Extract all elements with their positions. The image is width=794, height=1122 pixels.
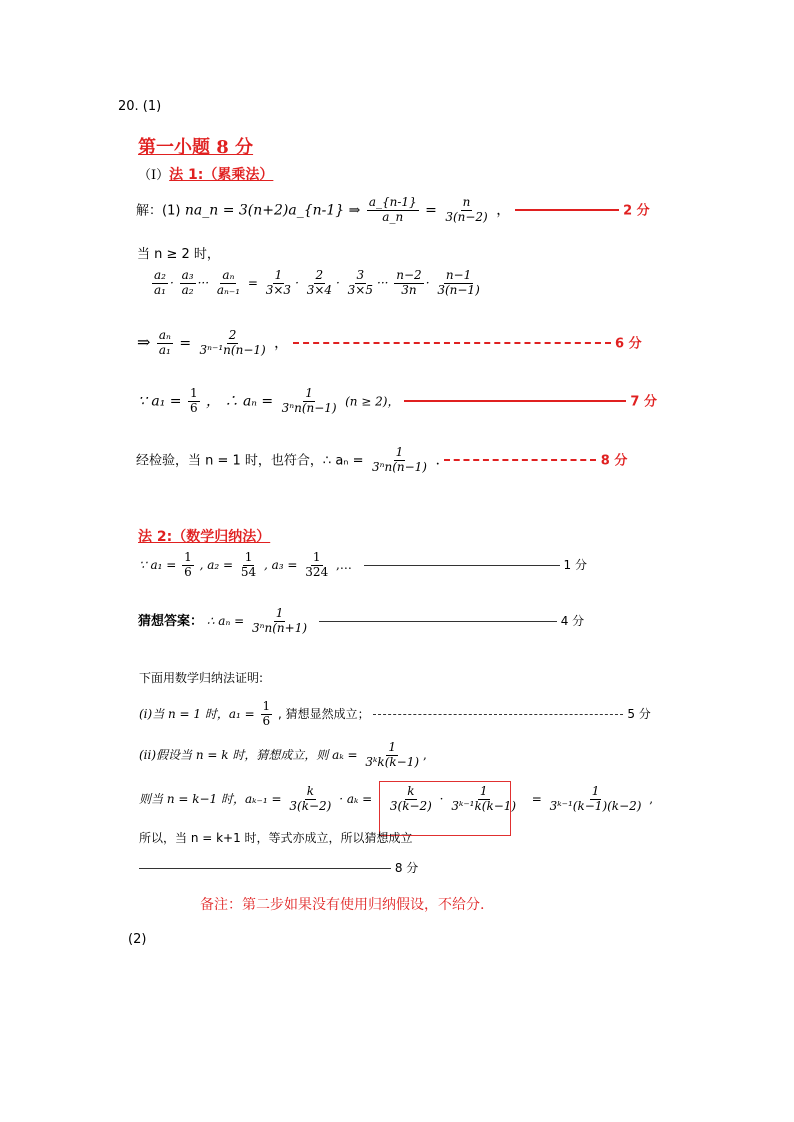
score-leader-line: [364, 565, 560, 566]
prod-frac-2: [180, 269, 196, 298]
guess-n: 1: [275, 606, 284, 620]
m2-score1: 1 分: [563, 557, 587, 572]
equation-4: [138, 387, 657, 416]
eq5-d: 3ⁿn(n−1): [371, 459, 427, 474]
guess-mid: ∴ aₙ =: [206, 613, 245, 628]
eq1-num: a_{n-1}: [368, 195, 417, 209]
eq3-left-fraction: [157, 329, 173, 358]
eq4-d2: 3ⁿn(n−1): [281, 400, 337, 415]
prod-f5d: 3(n−1): [437, 282, 480, 297]
part1-title: 第一小题 8 分: [138, 137, 254, 158]
eq5-fraction: [370, 446, 429, 475]
product-equation: $\frac{\text{a₂}}{\text{a₁}}$ · $\frac{\text{a₃}}{\text{a₂}}$ ··· $\frac{\text{aₙ}}{\text{aₙ₋₁}}$ = $\frac{1}{3\times 3}$ · $\frac{2}{3\times 4}$ · $\frac{3}{3\times 5}$ ··· $\frac{n-2}{3n}$ · $\frac{n-1}{3(n-1)}$: [154, 268, 480, 297]
m2-a2: , a₂ =: [199, 557, 234, 572]
prod-f2d: 3×4: [306, 282, 333, 297]
step1-score: 5 分: [627, 706, 651, 721]
guess-label: 猜想答案：: [138, 613, 204, 629]
m2-frac-1: [182, 551, 194, 580]
eq4-because: ∵ a₁ =: [138, 393, 182, 410]
m2-f2n: 1: [244, 550, 253, 564]
prod-dots: ···: [197, 275, 210, 290]
step3-f4n: 1: [591, 784, 600, 798]
eq4-mid: ， ∴ aₙ =: [206, 393, 274, 410]
score-leader-line: [373, 714, 623, 715]
guess-score: 4 分: [560, 613, 585, 628]
prod-an1: aₙ₋₁: [216, 282, 241, 297]
prod-f2n: 2: [315, 268, 324, 282]
m2-frac-3: [303, 551, 330, 580]
step2-n: 1: [388, 740, 397, 754]
step1-d: 6: [262, 713, 271, 728]
step3-dot: ·: [439, 791, 444, 806]
step3-f1n: k: [306, 784, 315, 798]
method2-title: 法 2:（数学归纳法）: [138, 529, 271, 545]
eq3-rnum: 2: [228, 328, 237, 342]
implies-arrow: ⇒: [137, 332, 151, 352]
method1-heading: [138, 164, 273, 184]
eq4-n1: 1: [189, 386, 198, 400]
eq3-score: 6 分: [615, 336, 642, 352]
prod-frac-8: [435, 269, 481, 298]
step1-n: 1: [262, 699, 271, 713]
prod-frac-4: [264, 269, 293, 298]
eq1-right-fraction: [443, 196, 489, 225]
solution-label: 解：(1): [136, 203, 181, 219]
guess-d: 3ⁿn(n+1): [252, 620, 308, 635]
equation-1: 解：(1) na_n = 3(n+2)a_{n-1} ⇒ $\frac{a\_\{n-1\}}{a\_n}$ = $\frac{n}{3(n-2)}$ ， 2 分: [136, 195, 650, 224]
prod-f3n: 3: [356, 268, 365, 282]
eq5-dot: .: [435, 452, 440, 469]
m2-f1d: 6: [184, 564, 192, 579]
step3-f3n: 1: [479, 784, 488, 798]
eq1-rnum: n: [462, 195, 471, 209]
step3-f2d: 3(k−2): [389, 798, 432, 813]
guess-fraction: [250, 607, 309, 636]
eq4-fraction-2: [280, 387, 339, 416]
m2-f2d: 54: [240, 564, 257, 579]
eq3-rden: 3ⁿ⁻¹n(n−1): [199, 342, 266, 357]
score-leader-line: [515, 209, 619, 211]
method1-title: 法 1:（累乘法）: [169, 167, 274, 183]
eq3-right-fraction: [198, 329, 268, 358]
eq5-score: 8 分: [600, 453, 628, 469]
step1-b: , 猜想显然成立；: [278, 706, 370, 721]
step3-f2n: k: [407, 784, 415, 798]
step3-mid: · aₖ =: [339, 791, 373, 806]
eq4-n2: 1: [305, 386, 313, 400]
step3-frac-1: [287, 785, 333, 814]
prod-f3d: 3×5: [347, 282, 373, 297]
eq1-lhs: na_n = 3(n+2)a_{n-1} ⇒: [184, 202, 361, 219]
eq3-lden: a₁: [158, 342, 171, 357]
step3-end: ,: [649, 791, 654, 806]
prod-an: aₙ: [222, 268, 235, 282]
score-leader-line: [319, 621, 557, 622]
step3-f3d: 3ᵏ⁻¹k(k−1): [451, 798, 517, 813]
prod-frac-5: [305, 269, 334, 298]
highlight-box: [379, 781, 511, 836]
m2-tail: ,…: [336, 557, 352, 572]
m2-because: ∵ a₁ =: [139, 557, 177, 572]
condition-n-ge-2: 当 n ≥ 2 时，: [137, 247, 220, 262]
eq4-d1: 6: [189, 400, 198, 415]
score-leader-line: [293, 342, 611, 344]
prod-f1n: 1: [274, 268, 283, 282]
prod-f1d: 3×3: [265, 282, 292, 297]
eq3-lnum: aₙ: [158, 328, 171, 342]
induction-conclusion: 所以，当 n = k+1 时，等式亦成立，所以猜想成立: [139, 831, 413, 845]
prod-f4d: 3n: [401, 282, 417, 297]
eq5-text: 经检验，当 n = 1 时，也符合，∴ aₙ =: [136, 453, 364, 469]
step1-a: (i)当 n = 1 时，a₁ =: [139, 706, 255, 721]
eq4-score: 7 分: [630, 394, 657, 410]
eq1-rden: 3(n−2): [445, 209, 488, 224]
step3-frac-4: [548, 785, 644, 814]
eq1-den: a_n: [382, 209, 404, 224]
equation-3: ⇒ $\frac{\text{aₙ}}{\text{a₁}}$ = $\frac{2}{\text{3ⁿ⁻¹n(n−1)}}$ ， 6 分: [137, 328, 642, 357]
part2-label: (2): [128, 932, 147, 947]
step1-fraction: [261, 700, 273, 729]
step2-a: (ii)假设当 n = k 时，猜想成立，则 aₖ =: [139, 747, 358, 762]
score-leader-line: [444, 459, 596, 461]
induction-step-1: [139, 700, 651, 729]
score-leader-line: [404, 400, 626, 402]
step3-f1d: 3(k−2): [289, 798, 332, 813]
method1-prefix: （I）: [138, 168, 170, 183]
m2-f3n: 1: [312, 550, 321, 564]
conclusion-score: 8 分: [394, 861, 419, 875]
eq1-equals: =: [425, 202, 437, 219]
m2-a3: , a₃ =: [264, 557, 298, 572]
eq1-left-fraction: [367, 196, 419, 225]
method2-initial-terms: [139, 551, 587, 580]
induction-step-2: [139, 741, 427, 770]
step2-end: ,: [423, 747, 427, 762]
prod-a2b: a₂: [181, 282, 194, 297]
eq4-fraction-1: [188, 387, 200, 416]
equation-5: [136, 446, 627, 475]
remark-note: 备注：第二步如果没有使用归纳假设，不给分.: [200, 897, 485, 913]
step3-f4d: 3ᵏ⁻¹(k−1)(k−2): [549, 798, 642, 813]
prod-a3: a₃: [181, 268, 194, 282]
step2-fraction: [363, 741, 421, 770]
eq1-score: 2 分: [623, 203, 650, 219]
prod-frac-6: [346, 269, 375, 298]
step2-d: 3ᵏk(k−1): [365, 754, 420, 769]
step3-eq: =: [531, 791, 542, 806]
prod-a1: a₁: [154, 282, 166, 297]
prod-frac-3: [215, 269, 242, 298]
m2-frac-2: [239, 551, 258, 580]
prod-f5n: n−1: [445, 268, 472, 282]
prod-f4n: n−2: [396, 268, 422, 282]
conclusion-score-line: [139, 859, 418, 876]
induction-intro: 下面用数学归纳法证明:: [139, 671, 264, 685]
score-leader-line: [139, 868, 391, 869]
prod-frac-1: [152, 269, 168, 298]
prod-frac-7: [394, 269, 423, 298]
guess-line: [138, 607, 584, 636]
eq4-condition: (n ≥ 2)，: [345, 394, 400, 409]
eq5-n: 1: [395, 445, 404, 459]
problem-number: 20. (1): [118, 99, 162, 114]
prod-a2: a₂: [154, 268, 166, 282]
step3-a: 则当 n = k−1 时，aₖ₋₁ =: [139, 791, 282, 806]
m2-f3d: 324: [305, 564, 329, 579]
m2-f1n: 1: [184, 550, 192, 564]
